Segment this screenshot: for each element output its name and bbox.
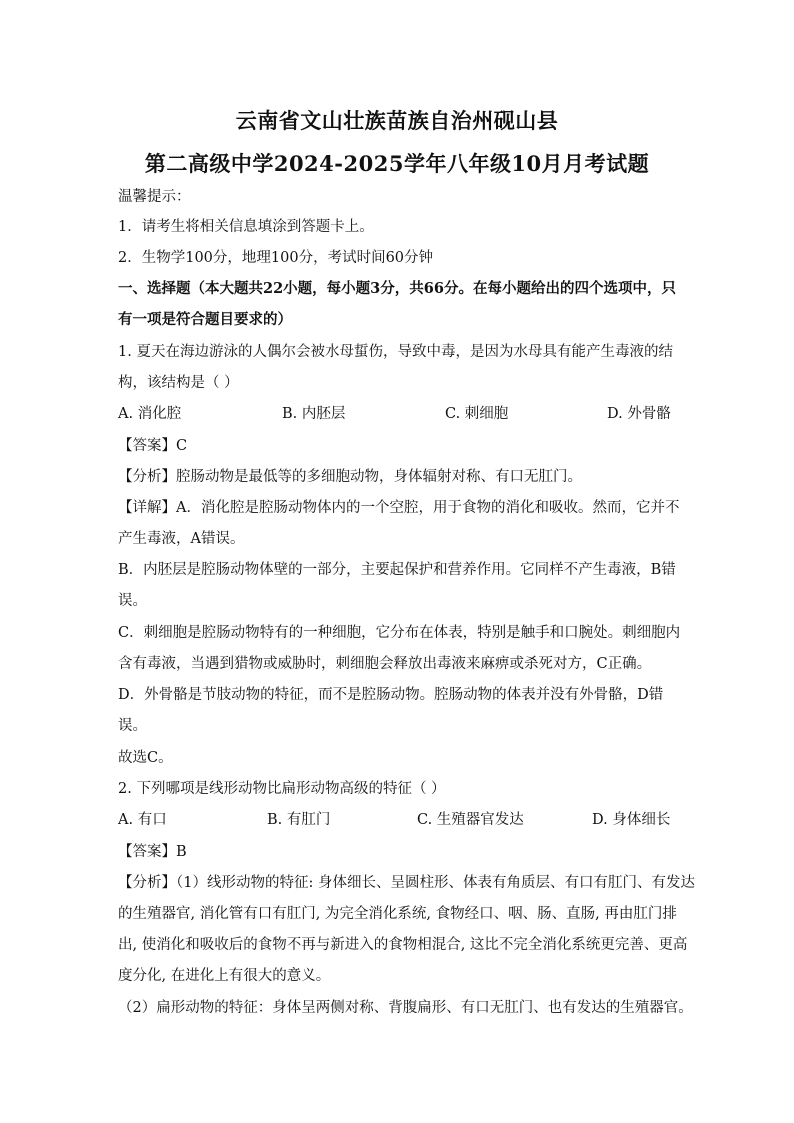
q2-analysis-line4: 度分化, 在进化上有很大的意义。: [118, 968, 331, 984]
q1-stem-line2: 构，该结构是（ ）: [118, 375, 239, 391]
q1-option-c: C. 刺细胞: [445, 406, 509, 422]
section-heading-line2: 有一项是符合题目要求的）: [118, 311, 292, 328]
tip-1: 1．请考生将相关信息填涂到答题卡上。: [118, 219, 374, 235]
q1-stem-line1: 1. 夏天在海边游泳的人偶尔会被水母蜇伤，导致中毒，是因为水母具有能产生毒液的结: [118, 344, 673, 360]
q1-detail-line4: 误。: [118, 593, 147, 609]
q1-conclusion: 故选C。: [118, 750, 173, 766]
q1-detail-line7: D．外骨骼是节肢动物的特征，而不是腔肠动物。腔肠动物的体表并没有外骨骼，D错: [118, 687, 664, 703]
q1-detail-line5: C．刺细胞是腔肠动物特有的一种细胞，它分布在体表，特别是触手和口腕处。刺细胞内: [118, 625, 681, 641]
q1-detail-line6: 含有毒液，当遇到猎物或威胁时，刺细胞会释放出毒液来麻痹或杀死对方，C正确。: [118, 656, 652, 672]
q1-option-b: B. 内胚层: [282, 406, 346, 422]
tips-heading: 温馨提示：: [118, 189, 191, 205]
q2-analysis-line3: 出, 使消化和吸收后的食物不再与新进入的食物相混合, 这比不完全消化系统更完善、更高: [118, 937, 688, 953]
q2-option-a: A. 有口: [118, 812, 167, 828]
q2-option-b: B. 有肛门: [267, 812, 331, 828]
q1-detail-line8: 误。: [118, 718, 147, 734]
q1-answer: 【答案】C: [118, 438, 188, 454]
q2-stem: 2. 下列哪项是线形动物比扁形动物高级的特征（ ）: [118, 781, 446, 797]
q1-option-d: D. 外骨骼: [607, 406, 671, 422]
q2-analysis-line2: 的生殖器官, 消化管有口有肛门, 为完全消化系统, 食物经口、咽、肠、直肠, 再由肛门排: [118, 906, 677, 922]
exam-title-line1: 云南省文山壮族苗族自治州砚山县: [235, 108, 559, 133]
q2-analysis-line5: （2）扁形动物的特征：身体呈两侧对称、背腹扁形、有口无肛门、也有发达的生殖器官。: [118, 1000, 693, 1016]
exam-title-line2: 第二高级中学2024-2025学年八年级10月月考试题: [144, 151, 650, 176]
q2-answer: 【答案】B: [118, 844, 187, 860]
q2-option-c: C. 生殖器官发达: [417, 812, 524, 828]
q2-option-d: D. 身体细长: [592, 812, 671, 828]
tip-2: 2．生物学100分，地理100分，考试时间60分钟: [118, 250, 434, 266]
section-heading-line1: 一、选择题（本大题共22小题，每小题3分，共66分。在每小题给出的四个选项中，只: [118, 280, 676, 297]
q1-detail-line3: B．内胚层是腔肠动物体壁的一部分，主要起保护和营养作用。它同样不产生毒液，B错: [118, 562, 676, 578]
q1-detail-line2: 产生毒液，A错误。: [118, 531, 245, 547]
q1-analysis: 【分析】腔肠动物是最低等的多细胞动物，身体辐射对称、有口无肛门。: [118, 469, 582, 485]
q1-detail-line1: 【详解】A．消化腔是腔肠动物体内的一个空腔，用于食物的消化和吸收。然而，它并不: [118, 500, 680, 516]
q1-option-a: A. 消化腔: [118, 406, 182, 422]
q2-analysis-line1: 【分析】（1）线形动物的特征: 身体细长、呈圆柱形、体表有角质层、有口有肛门、有发达: [118, 875, 695, 891]
